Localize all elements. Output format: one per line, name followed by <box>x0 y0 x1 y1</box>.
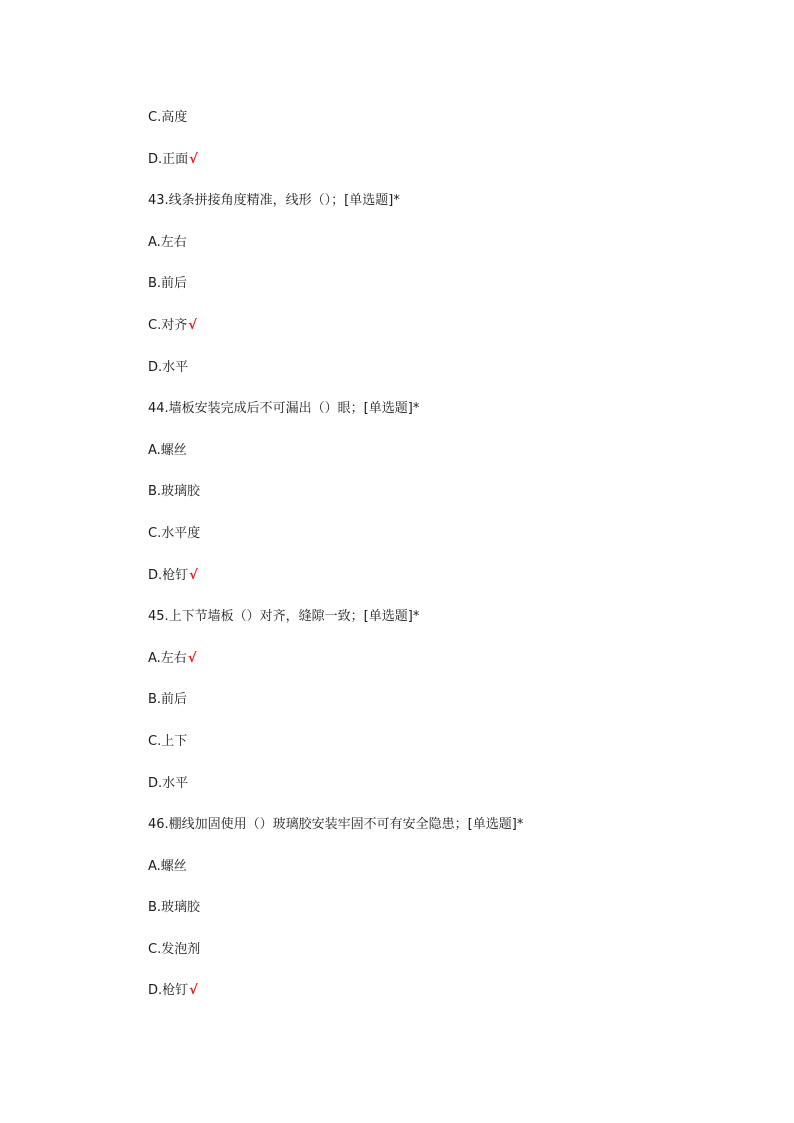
option-text: C.上下 <box>148 733 188 749</box>
option-line <box>148 108 748 150</box>
option-line <box>148 441 748 483</box>
option-line <box>148 524 748 566</box>
option-line <box>148 482 748 524</box>
option-text: C.高度 <box>148 110 188 125</box>
option-line <box>148 940 748 982</box>
option-line <box>148 649 748 691</box>
document-page <box>148 108 748 1023</box>
option-text: D.正面 <box>148 151 189 167</box>
correct-check-icon: √ <box>189 983 198 999</box>
option-text: A.螺丝 <box>148 858 187 874</box>
option-line <box>148 732 748 774</box>
option-text: D.水平 <box>148 359 189 375</box>
option-line <box>148 358 748 400</box>
question-line <box>148 399 748 441</box>
option-line <box>148 898 748 940</box>
option-line <box>148 233 748 275</box>
option-text: D.水平 <box>148 775 189 791</box>
question-text: 44.墙板安装完成后不可漏出（）眼；[单选题]* <box>148 401 420 417</box>
option-text: C.对齐 <box>148 317 188 333</box>
correct-check-icon: √ <box>189 567 198 583</box>
option-line <box>148 690 748 732</box>
option-line <box>148 150 748 192</box>
question-text: 43.线条拼接角度精准，线形（）；[单选题]* <box>148 193 400 209</box>
question-line <box>148 191 748 233</box>
option-text: B.玻璃胶 <box>148 900 201 916</box>
option-line <box>148 774 748 816</box>
option-line <box>148 566 748 608</box>
option-line <box>148 274 748 316</box>
option-text: A.左右 <box>148 234 187 250</box>
correct-check-icon: √ <box>187 650 197 666</box>
option-text: A.螺丝 <box>148 442 187 458</box>
correct-check-icon: √ <box>189 151 198 167</box>
question-text: 45.上下节墙板（）对齐，缝隙一致；[单选题]* <box>148 609 420 625</box>
option-line <box>148 316 748 358</box>
option-text: D.枪钉 <box>148 567 189 583</box>
question-text: 46.棚线加固使用（）玻璃胶安装牢固不可有安全隐患；[单选题]* <box>148 817 524 833</box>
option-text: B.前后 <box>148 692 188 708</box>
question-line <box>148 815 748 857</box>
option-text: D.枪钉 <box>148 983 189 999</box>
option-text: B.玻璃胶 <box>148 484 201 500</box>
option-text: B.前后 <box>148 276 188 292</box>
option-text: C.发泡剂 <box>148 941 201 957</box>
correct-check-icon: √ <box>188 317 197 333</box>
option-line <box>148 857 748 899</box>
question-line <box>148 607 748 649</box>
option-text: C.水平度 <box>148 525 201 541</box>
option-text: A.左右 <box>148 650 187 666</box>
option-line <box>148 981 748 1023</box>
